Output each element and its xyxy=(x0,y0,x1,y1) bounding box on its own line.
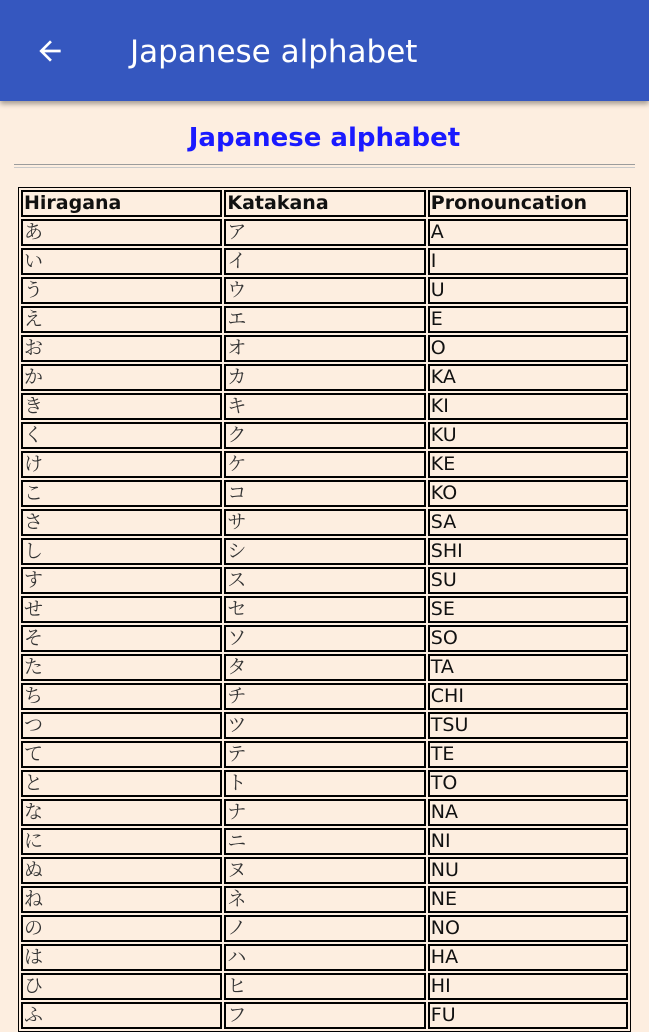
pronunciation-cell: NO xyxy=(428,915,628,942)
hiragana-cell: さ xyxy=(21,509,222,536)
pronunciation-cell: KO xyxy=(428,480,628,507)
pronunciation-cell: NA xyxy=(428,799,628,826)
pronunciation-cell: A xyxy=(428,219,628,246)
arrow-back-icon xyxy=(34,35,66,67)
table-body xyxy=(21,219,628,1029)
table-row xyxy=(21,683,628,710)
table-row xyxy=(21,306,628,333)
hiragana-cell: に xyxy=(21,828,222,855)
pronunciation-cell: KU xyxy=(428,422,628,449)
katakana-cell: ヒ xyxy=(224,973,425,1000)
pronunciation-cell: HA xyxy=(428,944,628,971)
hiragana-cell: た xyxy=(21,654,222,681)
pronunciation-cell: SA xyxy=(428,509,628,536)
pronunciation-cell: I xyxy=(428,248,628,275)
pronunciation-cell: SU xyxy=(428,567,628,594)
katakana-cell: エ xyxy=(224,306,425,333)
hiragana-cell: く xyxy=(21,422,222,449)
katakana-cell: フ xyxy=(224,1002,425,1029)
katakana-cell: ク xyxy=(224,422,425,449)
table-row xyxy=(21,509,628,536)
pronunciation-cell: U xyxy=(428,277,628,304)
table-row xyxy=(21,654,628,681)
table-row xyxy=(21,1002,628,1029)
table-row xyxy=(21,480,628,507)
katakana-cell: ト xyxy=(224,770,425,797)
katakana-cell: コ xyxy=(224,480,425,507)
pronunciation-cell: TE xyxy=(428,741,628,768)
katakana-cell: ア xyxy=(224,219,425,246)
table-row xyxy=(21,886,628,913)
hiragana-cell: ね xyxy=(21,886,222,913)
table-row xyxy=(21,335,628,362)
hiragana-cell: ひ xyxy=(21,973,222,1000)
hiragana-cell: な xyxy=(21,799,222,826)
table-row xyxy=(21,741,628,768)
app-bar xyxy=(0,0,649,101)
hiragana-cell: か xyxy=(21,364,222,391)
table-row xyxy=(21,538,628,565)
pronunciation-cell: HI xyxy=(428,973,628,1000)
hiragana-cell: て xyxy=(21,741,222,768)
table-row xyxy=(21,277,628,304)
hiragana-cell: ち xyxy=(21,683,222,710)
pronunciation-cell: KA xyxy=(428,364,628,391)
hiragana-cell: の xyxy=(21,915,222,942)
hiragana-cell: そ xyxy=(21,625,222,652)
divider xyxy=(14,164,635,168)
hiragana-cell: け xyxy=(21,451,222,478)
katakana-cell: サ xyxy=(224,509,425,536)
katakana-cell: セ xyxy=(224,596,425,623)
katakana-cell: キ xyxy=(224,393,425,420)
table-row xyxy=(21,596,628,623)
table-row xyxy=(21,393,628,420)
pronunciation-cell: SE xyxy=(428,596,628,623)
katakana-cell: ケ xyxy=(224,451,425,478)
hiragana-cell: せ xyxy=(21,596,222,623)
katakana-cell: ツ xyxy=(224,712,425,739)
back-button[interactable] xyxy=(22,26,78,76)
hiragana-cell: す xyxy=(21,567,222,594)
pronunciation-cell: FU xyxy=(428,1002,628,1029)
table-row xyxy=(21,944,628,971)
katakana-cell: ネ xyxy=(224,886,425,913)
hiragana-cell: こ xyxy=(21,480,222,507)
hiragana-cell: い xyxy=(21,248,222,275)
table-row xyxy=(21,422,628,449)
katakana-cell: ソ xyxy=(224,625,425,652)
katakana-cell: タ xyxy=(224,654,425,681)
table-row xyxy=(21,973,628,1000)
hiragana-cell: は xyxy=(21,944,222,971)
hiragana-cell: し xyxy=(21,538,222,565)
table-header-row xyxy=(21,190,628,217)
table-row xyxy=(21,248,628,275)
hiragana-cell: き xyxy=(21,393,222,420)
pronunciation-cell: NI xyxy=(428,828,628,855)
katakana-cell: テ xyxy=(224,741,425,768)
table-row xyxy=(21,857,628,884)
katakana-cell: ウ xyxy=(224,277,425,304)
pronunciation-cell: O xyxy=(428,335,628,362)
table-row xyxy=(21,915,628,942)
katakana-cell: ハ xyxy=(224,944,425,971)
hiragana-cell: え xyxy=(21,306,222,333)
katakana-cell: ニ xyxy=(224,828,425,855)
page-heading: Japanese alphabet xyxy=(188,123,461,153)
pronunciation-cell: NU xyxy=(428,857,628,884)
hiragana-cell: と xyxy=(21,770,222,797)
pronunciation-cell: TO xyxy=(428,770,628,797)
pronunciation-cell: TSU xyxy=(428,712,628,739)
hiragana-cell: ぬ xyxy=(21,857,222,884)
pronunciation-cell: CHI xyxy=(428,683,628,710)
table-row xyxy=(21,828,628,855)
table-row xyxy=(21,364,628,391)
katakana-cell: ナ xyxy=(224,799,425,826)
katakana-cell: カ xyxy=(224,364,425,391)
table-row xyxy=(21,712,628,739)
katakana-cell: ス xyxy=(224,567,425,594)
hiragana-cell: ふ xyxy=(21,1002,222,1029)
pronunciation-cell: E xyxy=(428,306,628,333)
hiragana-cell: お xyxy=(21,335,222,362)
katakana-cell: ノ xyxy=(224,915,425,942)
katakana-cell: ヌ xyxy=(224,857,425,884)
hiragana-cell: あ xyxy=(21,219,222,246)
table-row xyxy=(21,799,628,826)
table-row xyxy=(21,770,628,797)
header-katakana: Katakana xyxy=(224,190,425,217)
table-row xyxy=(21,567,628,594)
web-content xyxy=(0,101,649,1026)
pronunciation-cell: SO xyxy=(428,625,628,652)
table-row xyxy=(21,625,628,652)
pronunciation-cell: KE xyxy=(428,451,628,478)
katakana-cell: イ xyxy=(224,248,425,275)
table-row xyxy=(21,219,628,246)
hiragana-cell: う xyxy=(21,277,222,304)
pronunciation-cell: NE xyxy=(428,886,628,913)
pronunciation-cell: SHI xyxy=(428,538,628,565)
table-row xyxy=(21,451,628,478)
katakana-cell: チ xyxy=(224,683,425,710)
hiragana-cell: つ xyxy=(21,712,222,739)
alphabet-table xyxy=(18,187,631,1032)
katakana-cell: オ xyxy=(224,335,425,362)
pronunciation-cell: TA xyxy=(428,654,628,681)
header-pronunciation: Pronouncation xyxy=(428,190,628,217)
pronunciation-cell: KI xyxy=(428,393,628,420)
app-title: Japanese alphabet xyxy=(130,34,418,70)
katakana-cell: シ xyxy=(224,538,425,565)
header-hiragana: Hiragana xyxy=(21,190,222,217)
